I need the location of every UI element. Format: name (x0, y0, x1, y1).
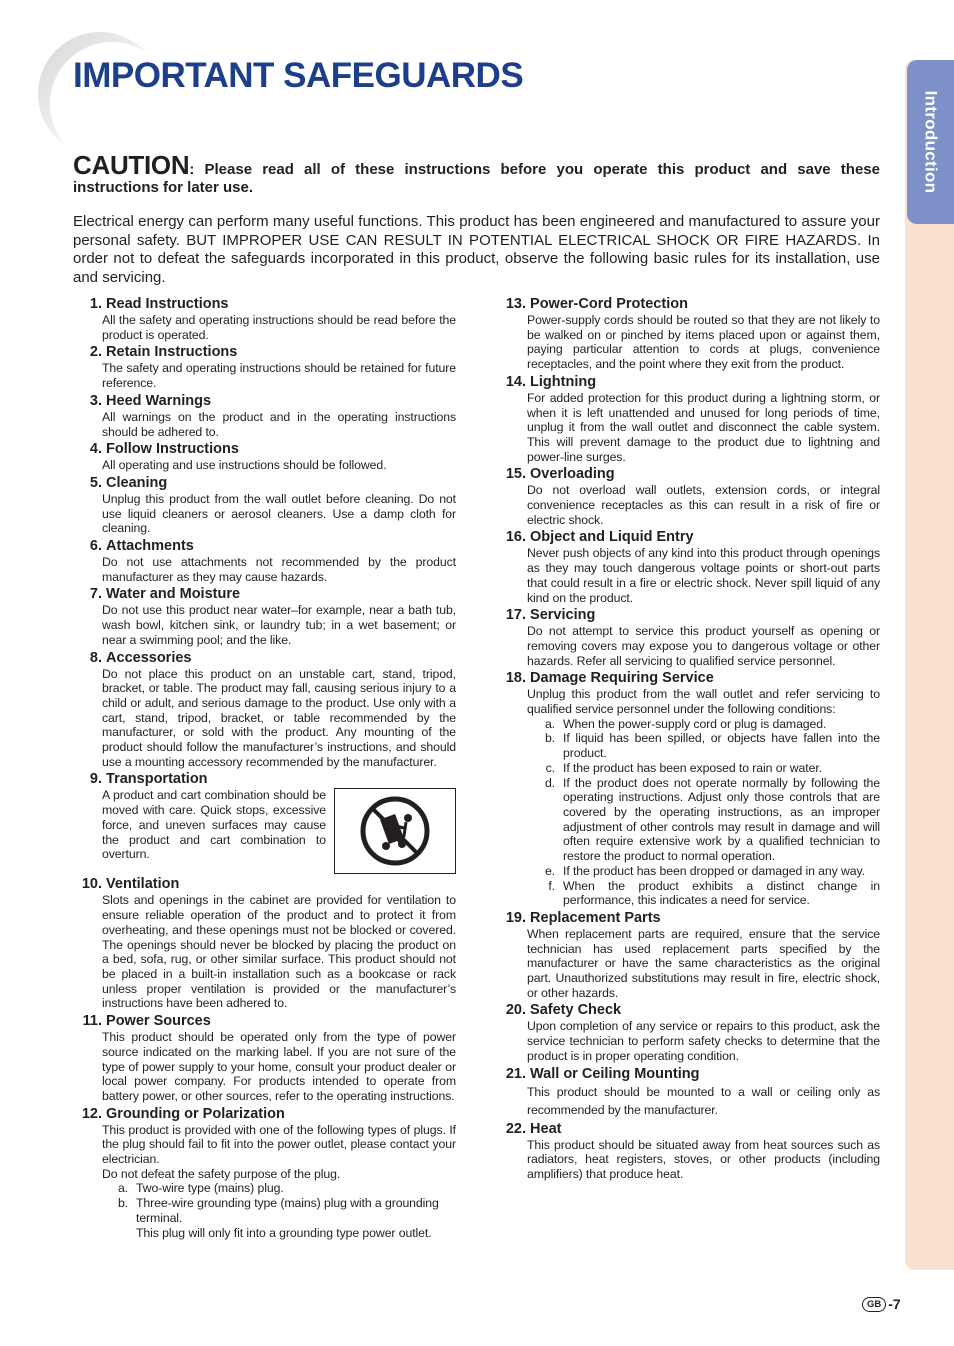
list-item (486, 670, 880, 908)
item-number: 6. (89, 538, 102, 555)
item-number: 3. (89, 392, 102, 409)
item-title: Retain Instructions (106, 344, 238, 361)
page-title: IMPORTANT SAFEGUARDS (73, 56, 524, 95)
sub-item-letter: c. (545, 760, 555, 775)
item-body: All operating and use instructions should be followed. (102, 458, 387, 473)
item-body: Do not attempt to service this product yourself as opening or removing covers may expose you to dangerous voltage or other hazards. Refer all servicing to qualified service personnel. (527, 624, 880, 668)
item-number: 12. (81, 1105, 102, 1122)
item-body: For added protection for this product during a lightning storm, or when it is left unattended and unused for long periods of time, unplug it from the wall outlet and disconnect the cable system. This will prevent damage to the product due to lightning and power-line surges. (527, 390, 880, 464)
item-number: 5. (89, 474, 102, 491)
list-item (60, 1013, 456, 1104)
item-title: Cleaning (106, 474, 168, 491)
sub-item (102, 1196, 456, 1240)
item-title: Safety Check (530, 1002, 622, 1019)
sub-item-text: Two-wire type (mains) plug. (136, 1181, 284, 1196)
item-body (102, 1123, 456, 1241)
sub-item-text: If the product has been dropped or damaged in any way. (563, 863, 865, 878)
sub-item-text: When the product exhibits a distinct change in performance, this indicates a need for service. (563, 878, 880, 908)
caution-notice (73, 150, 880, 197)
item-title: Heat (530, 1120, 562, 1137)
item-number: 1. (89, 296, 102, 312)
item-number: 20. (505, 1002, 526, 1019)
list-item (60, 441, 456, 473)
item-number: 19. (505, 909, 526, 926)
sub-item-text: If the product does not operate normally by following the operating instructions. Adjust only those controls that are covered by the operating instructions, as an improper adjustment of other controls may result in damage and will often require extensive work by a qualified technician to restore the product to normal operation. (563, 775, 880, 864)
item-body: Power-supply cords should be routed so that they are not likely to be walked on or pinched by items placed upon or against them, paying particular attention to cords at plugs, convenience receptacles, and the point where they exit from the product. (527, 313, 880, 372)
sub-item-text: Three-wire grounding type (mains) plug with a grounding terminal. (136, 1196, 439, 1225)
list-item (486, 910, 880, 1001)
caution-word: CAUTION (73, 150, 190, 180)
sub-item (102, 1181, 456, 1196)
section-tab-label: Introduction (921, 90, 941, 194)
item-body: When replacement parts are required, ensure that the service technician has used replacement parts specified by the manufacturer or have the same characteristics as the original part. Unauthorized substitutions may result in fire, electric shock, or other hazards. (527, 926, 880, 1000)
item-number: 18. (505, 670, 526, 687)
item-number: 7. (89, 586, 102, 603)
item-number: 17. (505, 607, 526, 624)
sub-item (527, 761, 880, 776)
item-body: Upon completion of any service or repairs to this product, ask the service technician to perform safety checks to determine that the product is in proper operating condition. (527, 1019, 880, 1063)
list-item (486, 1121, 880, 1182)
page-footer (862, 1296, 901, 1312)
item-body: This product should be operated only from the type of power source indicated on the marking label. If you are not sure of the type of power supply to your home, consult your product dealer or local power company. For products intended to operate from battery power, or other sources, refer to the operating instructions. (102, 1030, 456, 1103)
item-title: Heed Warnings (106, 392, 212, 409)
item-title: Object and Liquid Entry (530, 529, 694, 546)
sub-item-text-2: This plug will only fit into a grounding type power outlet. (136, 1225, 432, 1240)
list-item (486, 466, 880, 527)
item-title: Read Instructions (106, 296, 229, 312)
item-body: This product should be situated away from heat sources such as radiators, heat registers, stoves, or other products (including amplifiers) that produce heat. (527, 1137, 880, 1181)
sub-item-letter: d. (544, 775, 555, 790)
list-item (486, 529, 880, 605)
item-body: All warnings on the product and in the operating instructions should be adhered to. (102, 409, 456, 439)
sub-item (527, 731, 880, 760)
list-item (60, 538, 456, 584)
item-body: All the safety and operating instructions should be read before the product is operated. (102, 313, 456, 342)
list-item (60, 771, 456, 874)
section-tab-label-wrap (907, 60, 954, 224)
list-item (486, 1066, 880, 1119)
item-number: 11. (82, 1013, 102, 1030)
region-badge: GB (862, 1297, 886, 1312)
item-number: 16. (505, 529, 526, 546)
item-number: 15. (505, 466, 526, 483)
sub-item-letter: b. (544, 731, 555, 746)
safeguards-right-column (486, 296, 880, 1184)
item-number: 13. (505, 296, 526, 312)
item-body: Unplug this product from the wall outlet before cleaning. Do not use liquid cleaners or aerosol cleaners. Use a damp cloth for cleaning. (102, 491, 456, 536)
intro-paragraph: Electrical energy can perform many useful functions. This product has been engineered and manufactured to assure your personal safety. BUT IMPROPER USE CAN RESULT IN POTENTIAL ELECTRICAL SHOCK OR FIRE HAZARDS. In order not to defeat the safeguards incorporated in this product, observe the following basic rules for its installation, use and servicing. (73, 213, 880, 286)
item-number: 2. (89, 344, 102, 361)
item-body: Do not use attachments not recommended by the product manufacturer as they may cause hazards. (102, 555, 456, 584)
item-body: Do not place this product on an unstable cart, stand, tripod, bracket, or table. The product may fall, causing serious injury to a child or adult, and serious damage to the product. Use only with a cart, stand, tripod, bracket, or table recommended by the manufacturer, or sold with the product. Any mounting of the product should follow the manufacturer’s instructions, and should use a mounting accessory recommended by the manufacturer. (102, 666, 456, 769)
list-item (60, 475, 456, 536)
item-title: Accessories (106, 649, 192, 666)
sub-item-letter: e. (544, 863, 555, 878)
sub-item (527, 879, 880, 908)
item-title: Servicing (530, 607, 596, 624)
page-number: -7 (888, 1296, 901, 1312)
sub-item-text: If the product has been exposed to rain or water. (563, 760, 822, 775)
list-item (60, 393, 456, 439)
list-item (60, 876, 456, 1011)
list-item (60, 1106, 456, 1241)
item-title: Replacement Parts (530, 909, 661, 926)
item-title: Grounding or Polarization (106, 1105, 285, 1122)
item-body (527, 687, 880, 908)
item-number: 22. (505, 1120, 526, 1137)
item-number: 10. (81, 876, 102, 893)
sub-item-letter: a. (117, 1181, 128, 1196)
sub-item (527, 864, 880, 879)
sub-item-letter: a. (544, 716, 555, 731)
sub-item (527, 717, 880, 732)
sub-item-text: When the power-supply cord or plug is damaged. (563, 716, 827, 731)
list-item (60, 650, 456, 770)
cart-warning-figure (334, 788, 456, 874)
side-band (905, 60, 954, 1270)
item-title: Attachments (106, 538, 194, 555)
list-item (60, 586, 456, 647)
cart-tip-over-icon (358, 794, 432, 868)
item-body-text: Unplug this product from the wall outlet and refer servicing to qualified service personnel under the following conditions: (527, 687, 880, 717)
item-title: Power-Cord Protection (530, 296, 688, 312)
list-item (60, 344, 456, 390)
item-body: The safety and operating instructions should be retained for future reference. (102, 361, 456, 391)
sub-item-letter: b. (117, 1196, 128, 1211)
item-title: Follow Instructions (106, 441, 239, 458)
list-item (486, 1002, 880, 1063)
item-body-text-2: Do not defeat the safety purpose of the plug. (102, 1166, 341, 1181)
item-title: Transportation (106, 771, 208, 788)
item-title: Lightning (530, 373, 597, 390)
item-number: 4. (89, 441, 102, 458)
list-item (486, 374, 880, 465)
item-title: Ventilation (106, 876, 180, 893)
list-item (486, 607, 880, 668)
item-number: 14. (505, 373, 526, 390)
item-title: Damage Requiring Service (530, 670, 714, 687)
item-title: Power Sources (106, 1013, 211, 1030)
item-body: Slots and openings in the cabinet are provided for ventilation to ensure reliable operation of the product and to protect it from overheating, and these openings must not be blocked or covered. The openings should never be blocked by placing the product on a bed, sofa, rug, or other similar surface. This product should not be placed in a built-in installation such as a bookcase or rack unless proper ventilation is provided or the manufacturer’s instructions have been adhered to. (102, 893, 456, 1011)
item-title: Water and Moisture (106, 586, 241, 603)
item-body: A product and cart combination should be moved with care. Quick stops, excessive force, and uneven surfaces may cause the product and cart combination to overturn. (102, 788, 326, 862)
item-number: 9. (89, 771, 102, 788)
item-body: This product should be mounted to a wall or ceiling only as recommended by the manufacturer. (527, 1084, 880, 1117)
item-body-text: This product is provided with one of the following types of plugs. If the plug should fail to fit into the power outlet, please contact your electrician. (102, 1122, 456, 1167)
safeguards-left-column (60, 296, 456, 1242)
sub-item-letter: f. (548, 878, 555, 893)
item-number: 21. (505, 1065, 526, 1082)
item-title: Overloading (530, 466, 615, 483)
sub-item (527, 776, 880, 864)
item-body-with-figure (102, 788, 456, 874)
list-item (486, 296, 880, 372)
list-item (60, 296, 456, 342)
item-body: Never push objects of any kind into this product through openings as they may touch dangerous voltage points or short-out parts that could result in a fire or electric shock. Never spill liquid of any kind on the product. (527, 546, 880, 605)
item-number: 8. (89, 649, 102, 666)
item-body: Do not use this product near water–for example, near a bath tub, wash bowl, kitchen sink, or laundry tub; in a wet basement; or near a swimming pool; and the like. (102, 603, 456, 647)
item-title: Wall or Ceiling Mounting (530, 1065, 700, 1082)
sub-item-text: If liquid has been spilled, or objects have fallen into the product. (563, 731, 880, 761)
caution-text: : Please read all of these instructions before you operate this product and save these instructions for later use. (73, 161, 880, 196)
item-body: Do not overload wall outlets, extension cords, or integral convenience receptacles as this can result in a risk of fire or electric shock. (527, 483, 880, 527)
